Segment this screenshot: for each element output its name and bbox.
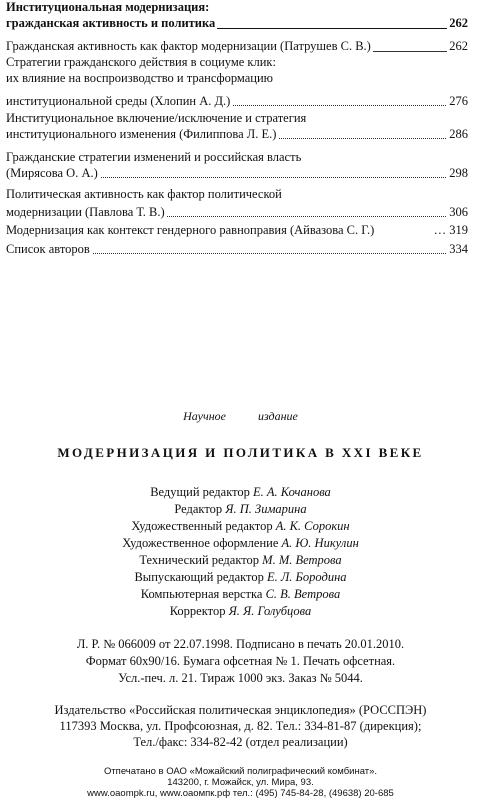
credit-line: [0, 484, 481, 501]
credit-name: А. Ю. Никулин: [281, 536, 359, 550]
toc-entry: [6, 93, 468, 109]
credit-role: Ведущий редактор: [150, 485, 250, 499]
toc-section-line: [6, 15, 468, 31]
format-line: Формат 60х90/16. Бумага офсетная № 1. Печать офсетная.: [85, 654, 396, 668]
toc-entry: [6, 126, 468, 142]
credit-line: [0, 552, 481, 569]
publisher-phone: Тел./факс: 334-82-42 (отдел реализации): [133, 735, 348, 749]
toc-entry-text: Гражданские стратегии изменений и российская власть: [6, 150, 302, 164]
toc-entry: [6, 241, 468, 257]
credit-line: [0, 518, 481, 535]
toc-entry-page: 334: [449, 242, 468, 256]
edition-type-word: издание: [257, 409, 298, 423]
license-line: Л. Р. № 066009 от 22.07.1998. Подписано в печать 20.01.2010.: [76, 637, 405, 651]
credit-role: Компьютерная верстка: [140, 587, 263, 601]
toc-entry-text: Модернизация как контекст гендерного равноправия (Айвазова С. Г.): [6, 223, 375, 237]
credit-line: [0, 603, 481, 620]
publisher-name: Издательство «Российская политическая энциклопедия» (РОССПЭН): [54, 703, 427, 717]
toc-entry-page: … 319: [433, 223, 468, 237]
toc-entry: [6, 222, 468, 238]
toc-entry-text: (Мирясова О. А.): [6, 166, 98, 180]
credit-name: Я. П. Зимарина: [225, 502, 307, 516]
toc-entry-text: модернизации (Павлова Т. В.): [6, 205, 165, 219]
toc-entry-page: 286: [449, 127, 468, 141]
toc-entry-text: Стратегии гражданского действия в социуме клик:: [6, 55, 276, 69]
toc-section-page: 262: [449, 16, 468, 30]
toc-entry-page: 262: [449, 39, 468, 53]
toc-entry-page: 298: [449, 166, 468, 180]
credit-name: С. В. Ветрова: [265, 587, 341, 601]
credit-role: Выпускающий редактор: [134, 570, 264, 584]
toc-entry: [6, 38, 468, 54]
printer-contacts: www.oaompk.ru, www.оаомпк.рф тел.: (495) 745-84-28, (49638) 20-685: [87, 788, 394, 799]
toc-entry-text: Институциональное включение/исключение и стратегия: [6, 111, 307, 125]
credit-name: А. К. Сорокин: [275, 519, 350, 533]
printer-address: 143200, г. Можайск, ул. Мира, 93.: [167, 777, 314, 788]
credit-name: Я. Я. Голубцова: [228, 604, 312, 618]
toc-entry-page: 306: [449, 205, 468, 219]
credit-role: Технический редактор: [139, 553, 260, 567]
credit-line: [0, 586, 481, 603]
book-title: МОДЕРНИЗАЦИЯ И ПОЛИТИКА В XXI ВЕКЕ: [57, 445, 424, 460]
credit-line: [0, 535, 481, 552]
toc-entry-text: институциональной среды (Хлопин А. Д.): [6, 94, 231, 108]
credit-role: Корректор: [169, 604, 226, 618]
credit-line: [0, 569, 481, 586]
credit-role: Редактор: [174, 502, 223, 516]
edition-type-word: Научное: [183, 409, 226, 423]
credit-name: Е. Л. Бородина: [266, 570, 347, 584]
toc-section-title-line2: гражданская активность и политика: [6, 16, 216, 30]
credit-line: [0, 501, 481, 518]
credit-role: Художественное оформление: [122, 536, 279, 550]
toc-entry-text: Список авторов: [6, 242, 90, 256]
toc-entry: [6, 165, 468, 181]
credit-role: Художественный редактор: [131, 519, 273, 533]
toc-entry: [6, 204, 468, 220]
edition-type-label: [0, 409, 481, 424]
toc-entry-text: их влияние на воспроизводство и трансформацию: [6, 71, 274, 85]
toc-section-title-line1: Институциональная модернизация:: [6, 0, 210, 14]
publisher-address: 117393 Москва, ул. Профсоюзная, д. 82. Тел.: 334-81-87 (дирекция);: [59, 719, 422, 733]
toc-entry-page: 276: [449, 94, 468, 108]
credit-name: Е. А. Кочанова: [253, 485, 331, 499]
toc-entry-text: институционального изменения (Филиппова Л. Е.): [6, 127, 277, 141]
toc-entry-text: Политическая активность как фактор политической: [6, 187, 282, 201]
toc-entry-text: Гражданская активность как фактор модернизации (Патрушев С. В.): [6, 39, 371, 53]
print-run-line: Усл.-печ. л. 21. Тираж 1000 экз. Заказ № 5044.: [118, 671, 363, 685]
printer-name: Отпечатано в ОАО «Можайский полиграфический комбинат».: [103, 766, 378, 777]
credit-name: М. М. Ветрова: [262, 553, 342, 567]
